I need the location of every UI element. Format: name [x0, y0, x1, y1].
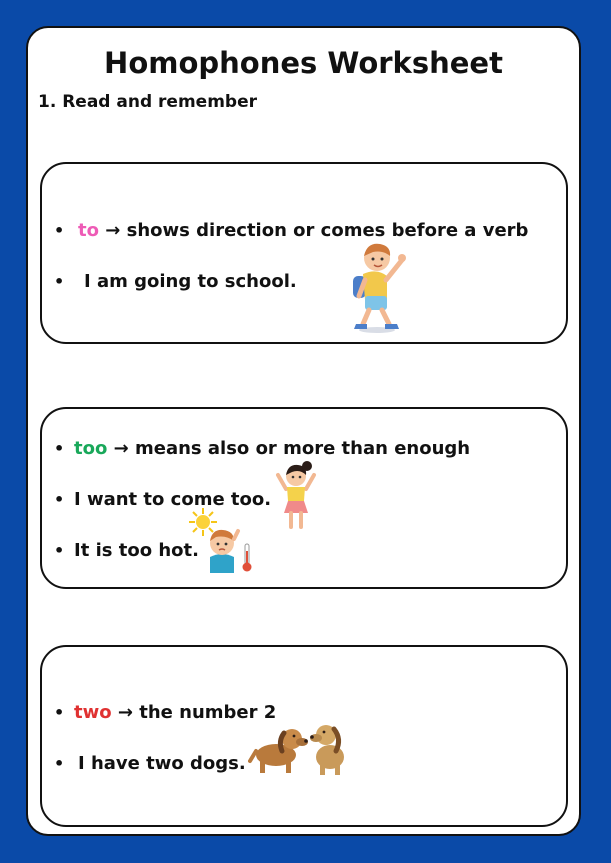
bullet: • [54, 754, 65, 773]
arrow: → [117, 702, 133, 723]
example-line [54, 271, 297, 292]
bullet: • [54, 221, 65, 240]
example-line [54, 540, 199, 561]
walking-boy-illustration [347, 238, 409, 334]
section-label: 1. Read and remember [38, 92, 257, 112]
keyword-too: too [74, 438, 108, 459]
two-dogs-illustration [248, 717, 352, 777]
definition-text: shows direction or comes before a verb [126, 220, 529, 241]
definition-text: the number 2 [139, 702, 277, 723]
bullet: • [54, 490, 65, 509]
bullet: • [54, 439, 65, 458]
example-text: It is too hot. [74, 540, 199, 561]
definition-line-too [54, 438, 470, 459]
definition-text: means also or more than enough [135, 438, 471, 459]
worksheet [26, 26, 581, 836]
definition-line-two [54, 702, 276, 723]
example-text: I want to come too. [74, 489, 272, 510]
definition-line-to [54, 220, 528, 241]
page-title: Homophones Worksheet [104, 46, 503, 80]
keyword-to: to [78, 220, 99, 241]
thermometer-icon [241, 543, 253, 573]
bullet: • [54, 541, 65, 560]
example-line [54, 753, 246, 774]
card-too [40, 407, 568, 589]
cheering-girl-illustration [274, 461, 318, 531]
card-to [40, 162, 568, 344]
bullet: • [54, 272, 65, 291]
bullet: • [54, 703, 65, 722]
example-text: I am going to school. [84, 271, 297, 292]
example-line [54, 489, 271, 510]
arrow: → [105, 220, 121, 241]
example-text: I have two dogs. [78, 753, 246, 774]
keyword-two: two [74, 702, 112, 723]
card-two [40, 645, 568, 827]
hot-boy-illustration [202, 525, 242, 573]
arrow: → [113, 438, 129, 459]
